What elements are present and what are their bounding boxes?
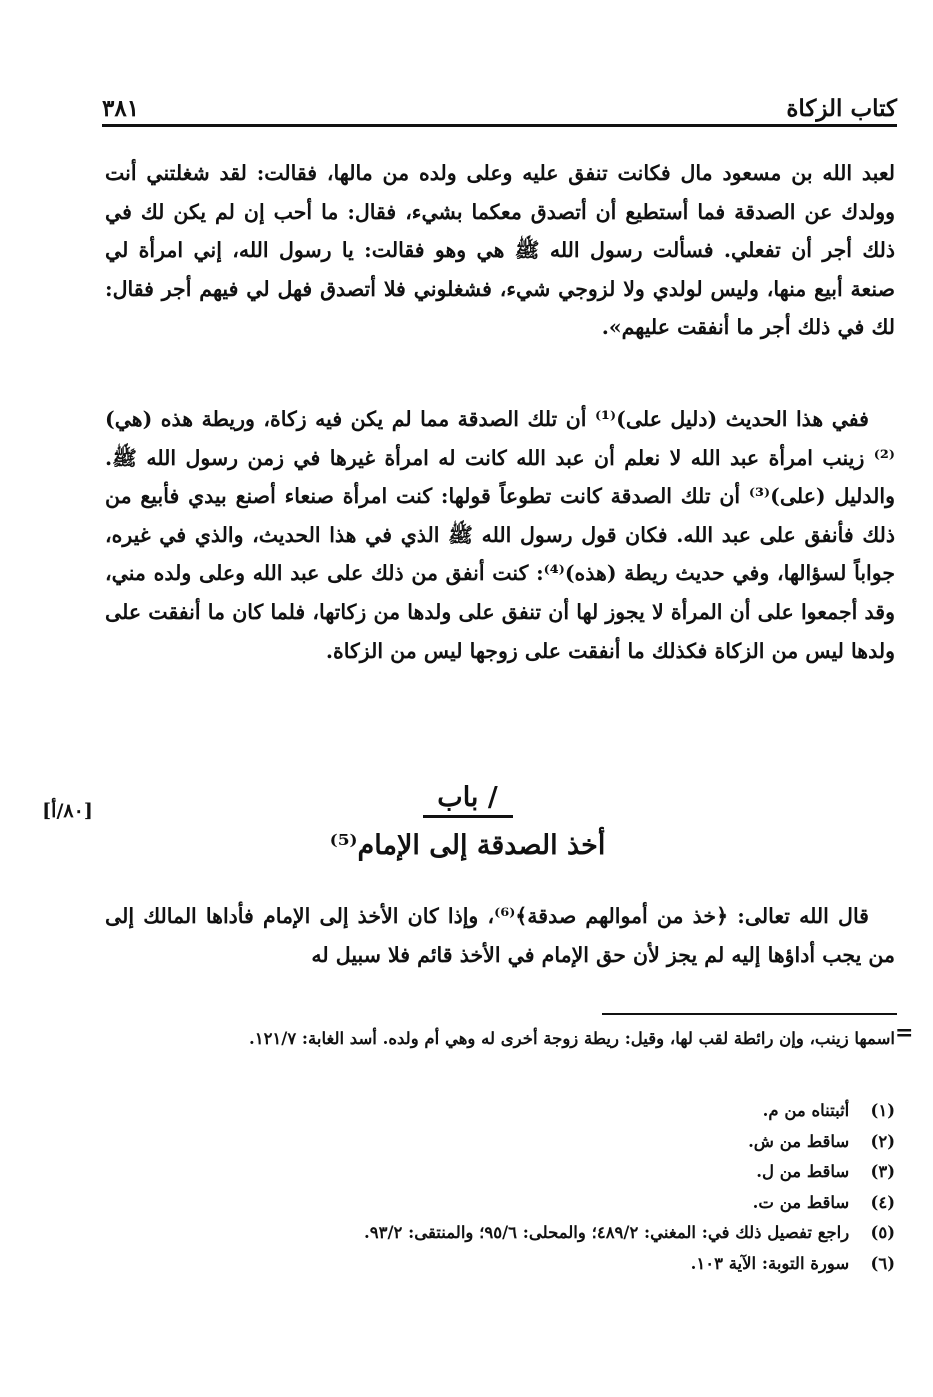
footnote-text: راجع تفصيل ذلك في: المغني: ٤٨٩/٢؛ والمحلى: ٩٥/٦؛ والمنتقى: ٩٣/٢. [364, 1223, 850, 1243]
footnote-number: (١) [870, 1101, 895, 1120]
paragraph-hadith: لعبد الله بن مسعود مال فكانت تنفق عليه وعلى ولده من مالها، فقالت: لقد شغلتني أنت وولدك عن الصدقة فما أستطيع أن أتصدق معكما بشيء، فقال: ما أحب إن لم يكن لك في ذلك أجر أن تفعلي. فسألت رسول الله ﷺ هي وهو فقالت: يا رسول الله، إني امرأة لي صنعة أبيع منها، وليس لولدي ولا لزوجي شيء، فشغلوني فلا أتصدق فهل لي فيهم أجر فقال: لك في ذلك أجر ما أنفقت عليهم». [105, 161, 895, 340]
footnote-list [160, 1096, 895, 1280]
manuscript-folio-marker: [٨٠/أ] [42, 800, 93, 822]
footnote-text: ساقط من ش. [748, 1131, 850, 1151]
header-rule [102, 124, 897, 127]
footnote-item [160, 1127, 895, 1158]
footnote-number: (٤) [870, 1192, 895, 1212]
footnote-separator [602, 1013, 897, 1015]
footnote-item [160, 1188, 895, 1219]
paragraph-chapter-body [105, 897, 895, 974]
footnote-item [160, 1249, 895, 1280]
footnote-text: ساقط من ت. [752, 1192, 850, 1212]
page-number: ٣٨١ [102, 95, 140, 122]
paragraph-chapter-body-text: قال الله تعالى: ﴿خذ من أموالهم صدقة﴾⁽⁶⁾، وإذا كان الأخذ إلى الإمام فأداها المالك إلى من يجب أداؤها إليه لم يجز لأن حق الإمام في الأخذ قائم فلا سبيل له [105, 904, 895, 967]
chapter-label [300, 782, 635, 818]
chapter-label-underline [423, 815, 513, 818]
running-header [102, 82, 897, 122]
footnote-number: (٦) [870, 1253, 895, 1273]
paragraph-commentary-text: ففي هذا الحديث (دليل على)⁽¹⁾ أن تلك الصدقة مما لم يكن فيه زكاة، وريطة هذه (هي)⁽²⁾ زينب امرأة عبد الله لا نعلم أن عبد الله كانت له امرأة غيرها في زمن رسول الله ﷺ. والدليل (على)⁽³⁾ أن تلك الصدقة كانت تطوعاً قولها: كنت امرأة صنعاء أصنع بيدي فأبيع من ذلك فأنفق على عبد الله. فكان قول رسول الله ﷺ الذي في هذا الحديث، والذي في غيره، جواباً لسؤالها، وفي حديث ريطة (هذه)⁽⁴⁾: كنت أنفق من ذلك على عبد الله وعلى ولده مني، وقد أجمعوا على أن المرأة لا يجوز لها أن تنفق على ولدها من زكاتها، فلما كان ما أنفقت على ولدها ليس من الزكاة فكذلك ما أنفقت على زوجها ليس من الزكاة. [105, 407, 896, 663]
footnote-continuation: اسمها زينب، وإن رائطة لقب لها، وقيل: ريطة زوجة أخرى له وهي أم ولده. أسد الغابة: ١٢١/٧. [248, 1029, 895, 1048]
chapter-label-text: / باب [437, 782, 498, 813]
footnote-item [160, 1096, 895, 1127]
footnote-text: سورة التوبة: الآية ١٠٣. [690, 1253, 850, 1273]
footnote-continuation-mark: = [895, 1020, 914, 1046]
chapter-title: أخذ الصدقة إلى الإمام⁽⁵⁾ [329, 830, 606, 861]
footnote-item [160, 1218, 895, 1249]
book-title: كتاب الزكاة [786, 95, 897, 122]
footnote-item [160, 1157, 895, 1188]
footnote-number: (٢) [870, 1131, 895, 1151]
paragraph-commentary [105, 400, 895, 670]
footnote-number: (٥) [870, 1223, 895, 1243]
footnote-number: (٣) [870, 1162, 895, 1182]
footnote-text: أثبتناه من م. [762, 1101, 850, 1120]
footnote-text: ساقط من ل. [756, 1162, 850, 1182]
